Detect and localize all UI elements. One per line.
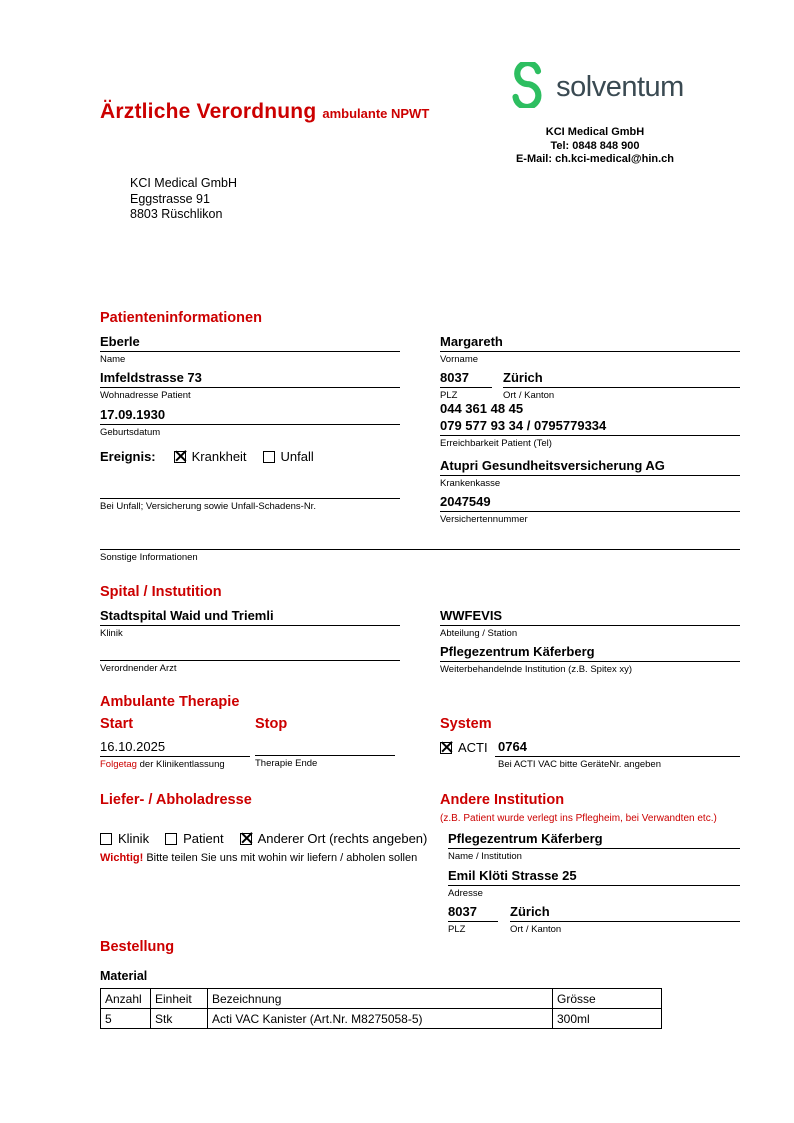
section-title-bestellung: Bestellung — [100, 939, 175, 955]
col-header-bezeichnung: Bezeichnung — [208, 989, 553, 1009]
col-header-anzahl: Anzahl — [101, 989, 151, 1009]
page-title-sub: ambulante NPWT — [322, 106, 430, 121]
field-versichertennummer-value: 2047549 — [440, 494, 740, 512]
field-vorname — [440, 334, 740, 365]
page-title-main: Ärztliche Verordnung — [100, 100, 317, 123]
field-unfall-nr-value — [100, 482, 400, 499]
sender-line1: KCI Medical GmbH — [130, 176, 237, 190]
checkbox-acti — [440, 742, 452, 754]
field-krankenkasse — [440, 458, 740, 489]
field-therapie-start-label — [100, 757, 250, 770]
checkbox-unfall — [263, 451, 275, 463]
field-weiterbehandelnd — [440, 644, 740, 675]
sender-line3: 8803 Rüschlikon — [130, 207, 223, 221]
lieferadresse-note-rest: Bitte teilen Sie uns mit wohin wir liefern / abholen sollen — [143, 852, 418, 864]
section-title-patient: Patienteninformationen — [100, 310, 262, 326]
checkbox-krankheit-label: Krankheit — [191, 449, 247, 464]
field-plz — [440, 370, 492, 401]
field-tel — [440, 401, 740, 449]
section-title-therapie: Ambulante Therapie — [100, 694, 240, 710]
field-vorname-value: Margareth — [440, 334, 740, 352]
field-ort-value: Zürich — [503, 370, 740, 388]
cell-groesse: 300ml — [553, 1009, 662, 1029]
field-institution-name-value: Pflegezentrum Käferberg — [448, 831, 740, 849]
field-versichertennummer-label: Versichertennummer — [440, 514, 528, 525]
material-table-header-row — [101, 989, 662, 1009]
contact-company: KCI Medical GmbH — [545, 126, 645, 138]
cell-anzahl: 5 — [101, 1009, 151, 1029]
field-arzt — [100, 644, 400, 674]
material-table-row — [101, 1009, 662, 1029]
field-system-geraetenr — [495, 739, 740, 770]
field-name-value: Eberle — [100, 334, 400, 352]
field-abteilung — [440, 608, 740, 639]
field-klinik-label: Klinik — [100, 628, 123, 639]
field-unfall-nr — [100, 482, 400, 512]
ereignis-label: Ereignis: — [100, 449, 156, 464]
field-address-value: Imfeldstrasse 73 — [100, 370, 400, 388]
field-klinik — [100, 608, 400, 639]
field-birthdate-value: 17.09.1930 — [100, 407, 400, 425]
andere-institution-subtitle: (z.B. Patient wurde verlegt ins Pflegheim, bei Verwandten etc.) — [440, 813, 717, 824]
field-system-geraetenr-value: 0764 — [495, 739, 740, 757]
field-abteilung-value: WWFEVIS — [440, 608, 740, 626]
solventum-s-icon — [506, 62, 548, 113]
field-birthdate-label: Geburtsdatum — [100, 427, 161, 438]
therapie-start-title: Start — [100, 716, 134, 732]
therapie-system-title: System — [440, 716, 492, 732]
field-therapie-stop-label: Therapie Ende — [255, 758, 318, 769]
start-label-red: Folgetag — [100, 759, 137, 770]
logo-wordmark: solventum — [556, 71, 684, 103]
field-institution-adresse-label: Adresse — [448, 888, 483, 899]
field-birthdate — [100, 407, 400, 438]
checkbox-liefer-patient — [165, 833, 177, 845]
field-vorname-label: Vorname — [440, 354, 479, 365]
field-therapie-stop-value — [255, 739, 395, 756]
ereignis-row — [100, 449, 324, 464]
material-title: Material — [100, 969, 148, 983]
contact-block — [465, 126, 725, 167]
field-weiterbehandelnd-value: Pflegezentrum Käferberg — [440, 644, 740, 662]
field-arzt-value — [100, 644, 400, 661]
field-versichertennummer — [440, 494, 740, 525]
field-institution-plz-value: 8037 — [448, 904, 498, 922]
col-header-einheit: Einheit — [151, 989, 208, 1009]
contact-email: E-Mail: ch.kci-medical@hin.ch — [515, 153, 675, 165]
field-klinik-value: Stadtspital Waid und Triemli — [100, 608, 400, 626]
field-institution-ort-label: Ort / Kanton — [510, 924, 562, 935]
lieferadresse-note-red: Wichtig! — [100, 852, 144, 864]
field-therapie-start-value: 16.10.2025 — [100, 739, 250, 757]
lieferadresse-options — [100, 831, 437, 846]
contact-tel: Tel: 0848 848 900 — [550, 139, 640, 152]
field-institution-plz-label: PLZ — [448, 924, 466, 935]
section-title-spital: Spital / Instutition — [100, 584, 222, 600]
field-address — [100, 370, 400, 401]
field-system-geraetenr-label: Bei ACTI VAC bitte GeräteNr. angeben — [498, 759, 661, 770]
field-institution-plz — [448, 904, 498, 935]
field-tel-value1: 044 361 48 45 — [440, 401, 524, 416]
system-checkbox-row — [440, 740, 488, 755]
logo — [480, 62, 710, 113]
field-institution-ort-value: Zürich — [510, 904, 740, 922]
checkbox-liefer-anderer-ort — [240, 833, 252, 845]
field-sonstige-label: Sonstige Informationen — [100, 552, 198, 563]
field-institution-adresse — [448, 868, 740, 899]
field-name-label: Name — [100, 354, 126, 365]
field-weiterbehandelnd-label: Weiterbehandelnde Institution (z.B. Spitex xy) — [440, 664, 633, 675]
section-title-lieferadresse: Liefer- / Abholadresse — [100, 792, 252, 808]
checkbox-liefer-anderer-ort-label: Anderer Ort (rechts angeben) — [257, 831, 428, 846]
checkbox-liefer-klinik — [100, 833, 112, 845]
lieferadresse-note — [100, 852, 417, 864]
checkbox-liefer-patient-label: Patient — [183, 831, 224, 846]
field-therapie-start — [100, 739, 250, 770]
checkbox-acti-label: ACTI — [458, 740, 488, 755]
field-address-label: Wohnadresse Patient — [100, 390, 191, 401]
col-header-groesse: Grösse — [553, 989, 662, 1009]
field-ort — [503, 370, 740, 401]
field-krankenkasse-label: Krankenkasse — [440, 478, 501, 489]
field-sonstige — [100, 533, 740, 563]
field-arzt-label: Verordnender Arzt — [100, 663, 177, 674]
field-tel-value2: 079 577 93 34 / 0795779334 — [440, 418, 740, 436]
material-table — [100, 988, 662, 1029]
checkbox-krankheit — [174, 451, 186, 463]
start-label-rest: der Klinikentlassung — [136, 759, 225, 770]
cell-bezeichnung: Acti VAC Kanister (Art.Nr. M8275058-5) — [208, 1009, 553, 1029]
checkbox-liefer-klinik-label: Klinik — [118, 831, 150, 846]
field-krankenkasse-value: Atupri Gesundheitsversicherung AG — [440, 458, 740, 476]
field-plz-label: PLZ — [440, 390, 458, 401]
sender-address — [130, 176, 237, 223]
field-tel-label: Erreichbarkeit Patient (Tel) — [440, 438, 552, 449]
cell-einheit: Stk — [151, 1009, 208, 1029]
checkbox-unfall-label: Unfall — [280, 449, 314, 464]
section-title-andere-institution: Andere Institution — [440, 792, 565, 808]
field-institution-name-label: Name / Institution — [448, 851, 522, 862]
field-unfall-nr-label: Bei Unfall; Versicherung sowie Unfall-Schadens-Nr. — [100, 501, 316, 512]
sender-line2: Eggstrasse 91 — [130, 191, 210, 206]
therapie-stop-title: Stop — [255, 716, 288, 732]
field-plz-value: 8037 — [440, 370, 492, 388]
field-ort-label: Ort / Kanton — [503, 390, 555, 401]
field-institution-adresse-value: Emil Klöti Strasse 25 — [448, 868, 740, 886]
field-abteilung-label: Abteilung / Station — [440, 628, 518, 639]
page-title — [100, 100, 429, 124]
field-therapie-stop — [255, 739, 395, 769]
field-name — [100, 334, 400, 365]
field-institution-name — [448, 831, 740, 862]
field-sonstige-value — [100, 533, 740, 550]
field-institution-ort — [510, 904, 740, 935]
